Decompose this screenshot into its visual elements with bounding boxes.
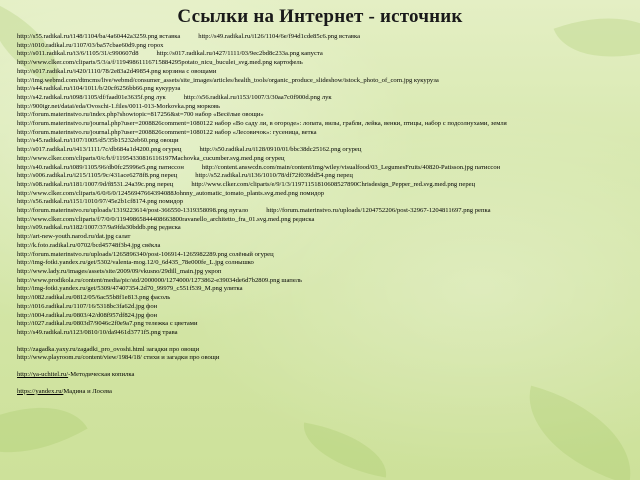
riddle-link-line[interactable]: http://zagadka.yaxy.ru/zagadki_pro_ovoshi.html загадки про овощи	[17, 345, 200, 353]
link-text[interactable]: http://s50.radikal.ru/i128/0910/01/bbc38dc25162.png огурец	[199, 146, 362, 154]
link-line	[17, 77, 633, 86]
link-text[interactable]: http://s40.radikal.ru/i089/1105/96/db0fc25996e5.png патиссон	[17, 163, 184, 171]
link-text[interactable]: http://img-fotki.yandex.ru/get/5302/valenta-mog.12/0_6d435_78e000fe_L.jpg солнышко	[17, 259, 254, 267]
link-text[interactable]: http://s006.radikal.ru/i215/1105/9c/431ace6278f8.png перец	[17, 172, 178, 180]
link-text[interactable]: http://forum.materinstvo.ru/uploads/1319223614/post-366550-1319358098.png пугало	[17, 207, 249, 215]
spacer	[17, 338, 633, 346]
link-line	[17, 59, 633, 68]
leaf-decoration	[513, 386, 640, 480]
link-line	[17, 190, 633, 199]
link-text[interactable]: http://900igr.net/datai/eda/Ovoschi-1.files/0011-013-Morkovka.png морковь	[17, 102, 221, 110]
link-text[interactable]: http://s09.radikal.ru/i182/1007/37/9a9fda30bddb.png редиска	[17, 224, 181, 232]
link-line	[17, 155, 633, 164]
link-line	[17, 294, 633, 303]
link-line	[17, 181, 633, 190]
page-title: Ссылки на Интернет - источник	[177, 6, 463, 27]
link-line	[17, 42, 633, 51]
link-text[interactable]: http://content.answcdn.com/main/content/img/wiley/visualfood/03_LegumesFruits/40820-Patisson.jpg патиссон	[201, 163, 501, 171]
link-line	[17, 242, 633, 251]
link-text[interactable]: http://s52.radikal.ru/i136/1010/78/df72f039dd54.png перец	[195, 172, 353, 180]
link-line	[17, 207, 633, 216]
link-text[interactable]: http://forum.materinstvo.ru/journal.php?user=2008826comment=1080122 набор «Лесовичок»: гусеница, ветка	[17, 128, 317, 136]
link-line	[17, 268, 633, 277]
link-line	[17, 164, 633, 173]
link-text[interactable]: http://forum.materinstvo.ru/uploads/1265896340/post-106914-1265982289.png солёный огурец	[17, 250, 274, 258]
link-text[interactable]: http://s56.radikal.ru/i153/1007/3/30aa7c0f900d.png лук	[183, 93, 332, 101]
footer-link-line	[17, 388, 633, 397]
footer-link-label: -Методическая копилка	[68, 371, 135, 379]
link-text[interactable]: http://www.clker.com/cliparts/5/3/a/f/11949861116715884295potato_nicu_buculei_svg.med.png картофель	[17, 59, 303, 67]
link-line	[17, 94, 633, 103]
footer-link[interactable]: https://yandex.ru/	[17, 387, 64, 395]
link-line	[17, 111, 633, 120]
link-text[interactable]: http://s42.radikal.ru/i098/1105/df/faad01e3635f.png лук	[17, 93, 166, 101]
link-text[interactable]: http://forum.materinstvo.ru/journal.php?user=2008826comment=1080122 набор «Во саду ли, в огороде»: лопата, вилы, грабли, лейка, венки, птицы, набор с подсолнухами, земля	[17, 120, 507, 128]
link-text[interactable]: http://s011.radikal.ru/i3/6/1105/31/c990607d8	[17, 50, 139, 58]
link-line	[17, 251, 633, 260]
link-text[interactable]: http://s017.radikal.ru/i420/1110/78/2e83a2d49854.png корзина с овощами	[17, 67, 217, 75]
link-text[interactable]: http://s017.radikal.ru/i427/1111/03/9ec2bd8c233a.png капуста	[156, 50, 323, 58]
link-line	[17, 85, 633, 94]
spacer	[17, 363, 633, 371]
link-line	[17, 303, 633, 312]
spacer	[17, 380, 633, 388]
link-text[interactable]: http://www.lady.ru/images/assets/site/2009/09/vkusno/29dill_main.jpg укроп	[17, 267, 222, 275]
link-line	[17, 320, 633, 329]
footer-link-label: Мадина и Лосева	[63, 387, 112, 395]
link-text[interactable]: http://art-new-youth.narod.ru/dat.jpg салат	[17, 233, 131, 241]
link-line	[17, 224, 633, 233]
link-text[interactable]: http://www.clker.com/cliparts/f/7/0/0/11949865844408663800ravanello_architetto_fra_01.svg.med.png редиска	[17, 215, 315, 223]
link-text[interactable]: http://forum.materinstvo.ru/uploads/1204752206/post-32967-1204811697.png репка	[266, 207, 491, 215]
link-text[interactable]: http://i010.radikal.ru/1107/03/ba57cbae60d9.png горох	[17, 41, 164, 49]
link-line	[17, 285, 633, 294]
link-text[interactable]: http://i082.radikal.ru/0812/05/6ac55b8f1e813.png фасоль	[17, 294, 171, 302]
leaf-decoration	[297, 422, 393, 477]
link-text[interactable]: http://s44.radikal.ru/i104/1011/b/20cf6256bb66.png кукуруза	[17, 85, 181, 93]
link-text[interactable]: http://k.foto.radikal.ru/0702/bcd45748f3b4.jpg свёкла	[17, 241, 161, 249]
link-line	[17, 198, 633, 207]
link-text[interactable]: http://s49.radikal.ru/i126/1104/6e/f94d1cde85c6.png вставка	[198, 33, 361, 40]
link-text[interactable]: http://s56.radikal.ru/i151/1010/97/45e2b1cf8174.png помидор	[17, 198, 184, 206]
link-line	[17, 137, 633, 146]
links-list	[17, 33, 633, 396]
link-text[interactable]: http://www.clker.com/cliparts/e/9/1/3/11971151810608527890Chrisdesign_Pepper_red.svg.med.png перец	[191, 180, 476, 188]
footer-link-line	[17, 371, 633, 380]
link-line	[17, 172, 633, 181]
link-text[interactable]: http://i004.radikal.ru/0803/42/d08f957df824.jpg фон	[17, 311, 158, 319]
link-text[interactable]: http://img-fotki.yandex.ru/get/5309/47407354.2d70_99979_c551f539_M.png улитка	[17, 285, 243, 293]
link-text[interactable]: http://s49.radikal.ru/i123/0810/10/da9461d3771f5.png трава	[17, 328, 178, 336]
link-line	[17, 146, 633, 155]
link-line	[17, 277, 633, 286]
link-line	[17, 103, 633, 112]
link-text[interactable]: http://s55.radikal.ru/i148/1104/ba/4a60442a3259.png вставка	[17, 33, 181, 40]
link-text[interactable]: http://img.webmd.com/dtmcms/live/webmd/consumer_assets/site_images/articles/health_tools/organic_produce_slideshow/istock_photo_of_corn.jpg кукуруза	[17, 76, 439, 84]
link-text[interactable]: http://s017.radikal.ru/i413/1111/7c/db684a1d4200.png огурец	[17, 146, 182, 154]
link-line	[17, 329, 633, 338]
link-text[interactable]: http://s08.radikal.ru/i181/1007/9d/f8531.24a39c.png перец	[17, 180, 174, 188]
link-line	[17, 216, 633, 225]
link-line	[17, 312, 633, 321]
link-line	[17, 233, 633, 242]
link-text[interactable]: http://www.clker.com/cliparts/6/0/6/0/12456947664394088Johnny_automatic_tomato_plants.svg.med.png помидор	[17, 189, 325, 197]
riddle-link-line[interactable]: http://www.playroom.ru/content/view/1984/18/ стихи и загадки про овощи	[17, 354, 220, 362]
link-line	[17, 33, 633, 42]
link-text[interactable]: http://www.prodikola.ru/content/media/pic/std/2000000/1274000/1273862-e39034de6d7b2809.png шапель	[17, 276, 303, 284]
link-line	[17, 129, 633, 138]
link-text[interactable]: http://www.clker.com/cliparts/0/c/b/f/11954330816116197Machovka_cucumber.svg.med.png огурец	[17, 154, 285, 162]
link-line	[17, 50, 633, 59]
link-line	[17, 68, 633, 77]
link-text[interactable]: http://i027.radikal.ru/0803d7/9046c2f0e9a7.png тележка с цветами	[17, 320, 198, 328]
link-text[interactable]: http://forum.materinstvo.ru/index.php?showtopic=817256&st=700 набор «Весёлые овощи»	[17, 111, 264, 119]
link-text[interactable]: http://i016.radikal.ru/1107/16/5318bc3fa62d.jpg фон	[17, 302, 158, 310]
link-line	[17, 120, 633, 129]
footer-link[interactable]: http://ya-uchitel.ru/	[17, 371, 69, 379]
link-text[interactable]: http://s45.radikal.ru/i107/1005/d5/35b15232eb60.png овощи	[17, 137, 179, 145]
link-line	[17, 259, 633, 268]
